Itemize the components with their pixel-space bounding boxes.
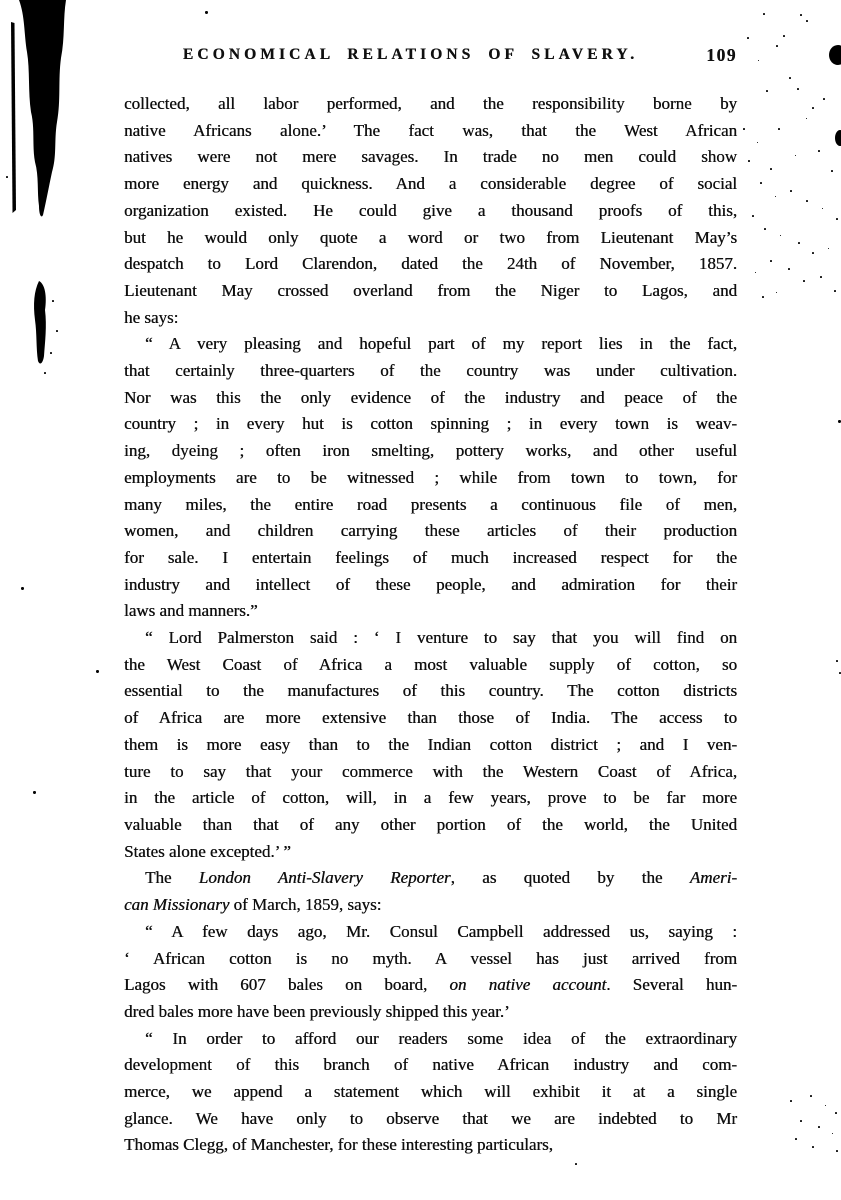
- text-line: for sale. I entertain feelings of much increased respect for the: [124, 547, 737, 567]
- scan-speck: [748, 160, 750, 162]
- scan-speck: [760, 182, 762, 184]
- scan-speck: [50, 352, 52, 354]
- text-line: despatch to Lord Clarendon, dated the 24th of November, 1857.: [124, 254, 737, 274]
- scan-speck: [822, 208, 823, 209]
- text-line: ‘ African cotton is no myth. A vessel has just arrived from: [124, 948, 737, 968]
- text-line: “ Lord Palmerston said : ‘ I venture to say that you will find on: [145, 628, 737, 648]
- text-line: “ In order to afford our readers some idea of the extraordinary: [145, 1028, 737, 1048]
- scan-speck: [752, 215, 754, 217]
- scan-speck: [743, 128, 745, 130]
- text-body: [124, 91, 737, 1159]
- scan-speck: [770, 260, 772, 262]
- text-line: the West Coast of Africa a most valuable supply of cotton, so: [124, 654, 737, 674]
- scan-speck: [96, 670, 99, 673]
- scan-speck: [806, 200, 808, 202]
- text-line: but he would only quote a word or two from Lieutenant May’s: [124, 227, 737, 247]
- text-line: Lagos with 607 bales on board, on native account. Several hun-: [124, 975, 738, 995]
- scan-speck: [836, 1150, 838, 1152]
- scan-speck: [789, 77, 791, 79]
- text-line: dred bales more have been previously shipped this year.’: [124, 1001, 510, 1021]
- text-line: Lieutenant May crossed overland from the Niger to Lagos, and: [124, 280, 737, 300]
- scan-speck: [835, 1112, 837, 1114]
- scan-speck: [795, 1138, 797, 1140]
- scan-speck: [800, 1120, 802, 1122]
- scan-speck: [820, 276, 822, 278]
- text-line: country ; in every hut is cotton spinning ; in every town is weav-: [124, 414, 737, 434]
- scan-speck: [812, 107, 814, 109]
- text-line: more energy and quickness. And a considerable degree of social: [124, 174, 737, 194]
- text-line: “ A few days ago, Mr. Consul Campbell addressed us, saying :: [145, 921, 737, 941]
- page-number: 109: [706, 45, 737, 65]
- text-line: can Missionary of March, 1859, says:: [124, 895, 382, 915]
- ink-streak-left-icon: [34, 281, 46, 363]
- ink-blob-top-left-icon: [14, 0, 66, 216]
- text-line: industry and intellect of these people, and admiration for their: [124, 574, 737, 594]
- scan-speck: [758, 60, 759, 61]
- scan-speck: [776, 292, 777, 293]
- scan-speck: [762, 296, 764, 298]
- scan-speck: [780, 235, 781, 236]
- scan-speck: [44, 372, 46, 374]
- paragraph: [124, 331, 737, 625]
- text-line: States alone excepted.’ ”: [124, 841, 291, 861]
- scan-speck: [812, 252, 814, 254]
- paragraph: [124, 865, 737, 918]
- scan-speck: [836, 660, 838, 662]
- scan-speck: [764, 228, 766, 230]
- text-line: Thomas Clegg, of Manchester, for these interesting particulars,: [124, 1135, 553, 1155]
- scan-speck: [763, 13, 765, 15]
- text-line: women, and children carrying these articles of their production: [124, 521, 737, 541]
- text-line: ing, dyeing ; often iron smelting, pottery works, and other useful: [124, 441, 737, 461]
- text-line: natives were not mere savages. In trade no men could show: [124, 147, 737, 167]
- scan-speck: [770, 168, 772, 170]
- scan-speck: [818, 1126, 820, 1128]
- text-line: The London Anti-Slavery Reporter, as quoted by the Ameri-: [145, 868, 738, 888]
- scan-speck: [783, 35, 785, 37]
- scan-speck: [806, 20, 808, 22]
- ink-blob-right-mid-icon: [835, 130, 841, 146]
- scan-speck: [823, 98, 825, 100]
- scan-speck: [776, 45, 778, 47]
- scan-speck: [836, 218, 838, 220]
- text-line: glance. We have only to observe that we are indebted to Mr: [124, 1108, 737, 1128]
- text-line: development of this branch of native African industry and com-: [124, 1055, 737, 1075]
- scan-speck: [806, 118, 807, 119]
- paragraph: [124, 91, 737, 331]
- paragraph: [124, 1026, 737, 1160]
- scan-speck: [575, 1163, 577, 1165]
- paragraph: [124, 919, 737, 1026]
- text-line: laws and manners.”: [124, 601, 258, 621]
- text-line: organization existed. He could give a thousand proofs of this,: [124, 200, 737, 220]
- scan-speck: [812, 1146, 814, 1148]
- text-line: employments are to be witnessed ; while from town to town, for: [124, 467, 737, 487]
- scan-speck: [832, 1133, 833, 1134]
- scan-speck: [831, 170, 833, 172]
- scan-speck: [790, 1100, 792, 1102]
- scan-speck: [56, 330, 58, 332]
- scan-speck: [757, 142, 758, 143]
- text-line: that certainly three-quarters of the country was under cultivation.: [124, 361, 737, 381]
- text-line: essential to the manufactures of this country. The cotton districts: [124, 681, 737, 701]
- scan-speck: [834, 290, 836, 292]
- scan-speck: [6, 176, 8, 178]
- scan-speck: [795, 155, 796, 156]
- text-line: them is more easy than to the Indian cotton district ; and I ven-: [124, 734, 737, 754]
- scan-speck: [755, 272, 756, 273]
- text-line: many miles, the entire road presents a continuous file of men,: [124, 494, 737, 514]
- ink-line-left-icon: [11, 22, 16, 213]
- text-line: in the article of cotton, will, in a few years, prove to be far more: [124, 788, 737, 808]
- text-line: valuable than that of any other portion of the world, the United: [124, 814, 737, 834]
- scan-speck: [798, 242, 800, 244]
- text-line: “ A very pleasing and hopeful part of my report lies in the fact,: [145, 334, 737, 354]
- scan-speck: [828, 248, 829, 249]
- scan-speck: [747, 37, 749, 39]
- paragraph: [124, 625, 737, 865]
- scan-speck: [788, 268, 790, 270]
- scan-speck: [797, 88, 799, 90]
- scan-speck: [33, 791, 36, 794]
- scan-speck: [775, 196, 776, 197]
- text-line: merce, we append a statement which will exhibit it at a single: [124, 1082, 737, 1102]
- scan-speck: [21, 587, 24, 590]
- page-heading: ECONOMICAL RELATIONS OF SLAVERY.: [182, 46, 639, 63]
- scan-speck: [825, 1105, 826, 1106]
- text-line: native Africans alone.’ The fact was, that the West African: [124, 120, 737, 140]
- text-line: he says:: [124, 307, 179, 327]
- scan-speck: [810, 1095, 812, 1097]
- text-line: ture to say that your commerce with the Western Coast of Africa,: [124, 761, 737, 781]
- scan-speck: [205, 11, 208, 14]
- text-line: of Africa are more extensive than those of India. The access to: [124, 708, 737, 728]
- scan-speck: [766, 90, 768, 92]
- scan-speck: [790, 190, 792, 192]
- scan-speck: [800, 14, 802, 16]
- scan-speck: [778, 128, 780, 130]
- text-line: collected, all labor performed, and the responsibility borne by: [124, 94, 737, 113]
- scan-speck: [818, 150, 820, 152]
- scan-speck: [52, 300, 54, 302]
- ink-blob-right-top-icon: [829, 45, 841, 65]
- scan-speck: [803, 280, 805, 282]
- running-header: [124, 46, 737, 70]
- text-line: Nor was this the only evidence of the industry and peace of the: [124, 387, 737, 407]
